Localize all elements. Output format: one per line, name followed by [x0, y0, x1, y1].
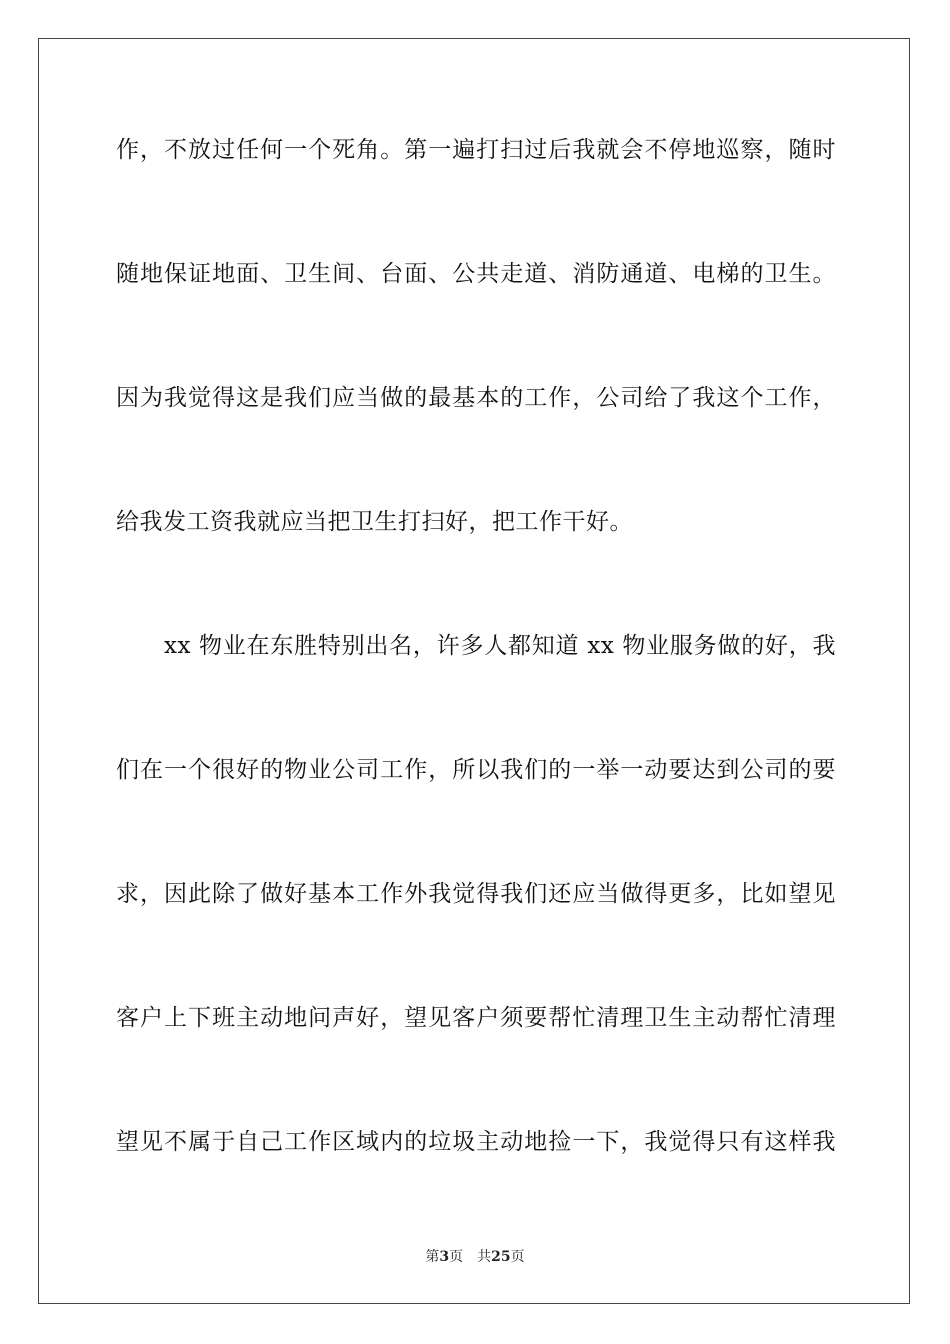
- paragraph-line: 给我发工资我就应当把卫生打扫好，把工作干好。: [116, 509, 633, 535]
- paragraph-line: 因为我觉得这是我们应当做的最基本的工作，公司给了我这个工作，: [116, 385, 836, 411]
- paragraph-line: 客户上下班主动地问声好，望见客户须要帮忙清理卫生主动帮忙清理: [116, 1005, 836, 1031]
- footer-page-suffix: 页: [449, 1249, 464, 1265]
- page-border: [38, 38, 910, 1304]
- footer-total-pages: 25: [491, 1249, 511, 1265]
- paragraph-line: 望见不属于自己工作区域内的垃圾主动地捡一下，我觉得只有这样我: [116, 1129, 836, 1155]
- footer-total-suffix: 页: [510, 1249, 525, 1265]
- paragraph-line: 随地保证地面、卫生间、台面、公共走道、消防通道、电梯的卫生。: [116, 261, 836, 287]
- page-footer: [0, 1248, 950, 1266]
- paragraph-line: 们在一个很好的物业公司工作，所以我们的一举一动要达到公司的要: [116, 757, 836, 783]
- paragraph-line: xx 物业在东胜特别出名，许多人都知道 xx 物业服务做的好，我: [164, 633, 836, 659]
- footer-page-prefix: 第: [425, 1249, 440, 1265]
- paragraph-line: 求，因此除了做好基本工作外我觉得我们还应当做得更多，比如望见: [116, 881, 836, 907]
- paragraph-line: 作，不放过任何一个死角。第一遍打扫过后我就会不停地巡察，随时: [116, 137, 836, 163]
- footer-total-prefix: 共: [477, 1249, 492, 1265]
- footer-current-page: 3: [439, 1249, 450, 1265]
